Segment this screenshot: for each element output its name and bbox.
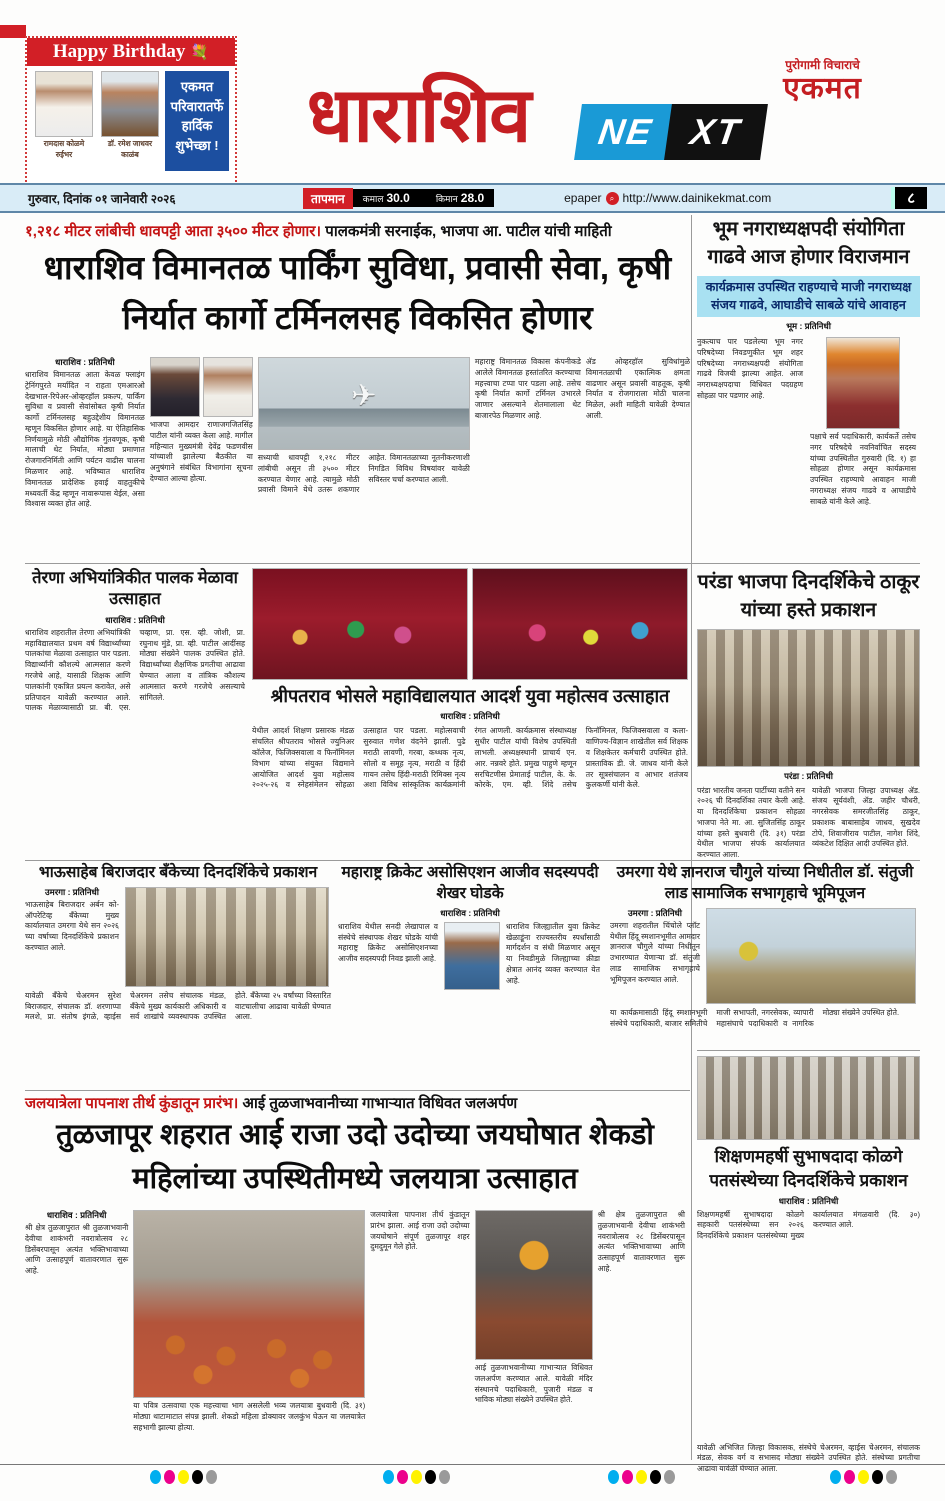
gray-dot [886, 1470, 897, 1484]
lead-kicker-red: १,२१८ मीटर लांबीची धावपट्टी आता ३५०० मीटर होणार। [25, 223, 322, 240]
umarga-body-bottom: या कार्यक्रमासाठी हिंदू स्मशानभूमी संस्थेचे पदाधिकारी, बाजार समितीचे माजी सभापती, नगरसेवक, व्यापारी महासंघाचे पदाधिकारी व नागरिक मोठ्या संख्येने उपस्थित होते. [610, 1007, 900, 1028]
brand-tagline: पुरोगामी विचाराचे [785, 58, 860, 72]
lead-body-col3: सध्याची धावपट्टी १,२१८ मीटर लांबीची असून ती ३५०० मीटर करण्यात येणार आहे. त्यामुळे मोठी प्रवासी विमाने येथे उतरू शकणार आहेत. विमानतळाच्या नूतनीकरणाशी निगडित विविध विषयांवर यावेळी सविस्तर चर्चा करण्यात आली. [257, 453, 470, 495]
cyan-dot [830, 1470, 841, 1484]
umarga-story [610, 863, 920, 1088]
section-rule-4 [697, 1050, 920, 1051]
cricket-body-col2: धाराशिव जिल्ह्यातील युवा क्रिकेट खेळाडूंना राज्यस्तरीय स्पर्धांसाठी मार्गदर्शन व संधी मिळणार असून या निवडीमुळे जिल्ह्याच्या क्रीडा क्षेत्रात आनंद व्यक्त करण्यात येत आहे. [506, 921, 600, 985]
black-dot [872, 1470, 883, 1484]
yellow-dot [178, 1470, 189, 1484]
terna-byline: धाराशिव : प्रतिनिधी [105, 614, 165, 625]
lead-body-col1: धाराशिव विमानतळ आता केवळ फ्लाइंग ट्रेनिंगपुरते मर्यादित न राहता एमआरओ देखभाल-रिपेअर-ओव्हरहॉल प्रकल्प, पार्किंग सुविधा व प्रवासी सेवांसोबत कृषी निर्यात कार्गो टर्मिनलसह बहुउद्देशीय विमानतळ म्हणून विकसित होणार आहे. या ऐतिहासिक निर्णयामुळे मोठी औद्योगिक गुंतवणूक, कृषी मालाची थेट निर्यात, मोठ्या प्रमाणात रोजगारनिर्मिती आणि पर्यटन वाढीस चालना मिळणार आहे. भविष्यात धाराशिव विमानतळ प्रादेशिक हवाई वाहतुकीचे मध्यवर्ती केंद्र म्हणून नावारूपास येईल, असा विश्वास व्यक्त होत आहे. [25, 370, 145, 509]
paranda-body-col1: परंडा भारतीय जनता पार्टीच्या वतीने सन २०२६ ची दिनदर्शिका तयार केली आहे. या दिनदर्शिकेचा प्रकाशन सोहळा भाजपा नेते मा. आ. सुजितसिंह ठाकूर यांच्या हस्ते बुधवारी (दि. ३१) परंडा येथील भाजपा संपर्क कार्यालयात करण्यात आला. [697, 785, 805, 860]
yellow-dot [636, 1470, 647, 1484]
brand-block [755, 56, 890, 105]
epaper-label: epaper [564, 191, 602, 205]
bhum-headline: भूम नगराध्यक्षपदी संयोगिता गाढवे आज होणार विराजमान [707, 218, 910, 269]
birthday-person-2 [99, 71, 161, 171]
cricket-story [338, 863, 602, 990]
dot-group-2 [383, 1470, 450, 1484]
cricket-portrait-photo [444, 922, 500, 990]
terna-body: धाराशिव शहरातील तेरणा अभियांत्रिकी महाविद्यालयात प्रथम वर्ष विद्यार्थ्यांच्या पालकांचा मेळावा उत्साहात पार पडला. विद्यार्थ्यांनी कौशल्ये आत्मसात करणे गरजेचे आहे, यासाठी शिक्षक आणि पालकांनी एकत्रित प्रयत्न करावेत, असे प्रतिपादन यावेळी करण्यात आले. पालक मेळाव्यासाठी प्रा. बी. एस. चव्हाण, प्रा. एस. व्ही. जोशी, प्रा. रघुनाथ मुंडे, प्रा. व्ही. पाटील आदींसह मोठ्या संख्येने पालक उपस्थित होते. विद्यार्थ्यांच्या शैक्षणिक प्रगतीचा आढावा घेण्यात आला व तांत्रिक कौशल्य आत्मसात करणे गरजेचे असल्याचे सांगितले. [25, 627, 245, 713]
next-logo-right: XT [664, 104, 767, 160]
dot-group-4 [830, 1470, 897, 1484]
dot-group-3 [608, 1470, 675, 1484]
lead-body-col4: महाराष्ट्र विमानतळ विकास कंपनीकडे आलेले विमानतळ हस्तांतरित करण्याचा महत्त्वाचा टप्पा पार पडला आहे. तसेच कृषी निर्यात कार्गो टर्मिनल उभारले जाणार असल्याने शेतमालाला थेट बाजारपेठ मिळणार आहे. [474, 357, 581, 420]
epaper-search-icon: ⌕ [606, 192, 619, 205]
birthday-box-title [27, 38, 235, 66]
bhausaheb-body-col1: भाऊसाहेब बिराजदार अर्बन को-ऑपरेटिव्ह बँकेच्या मुख्य कार्यालयात उमरगा येथे सन २०२६ च्या वर्षाच्या दिनदर्शिकेचे प्रकाशन करण्यात आले. [25, 899, 119, 953]
lead-portrait-photo-1 [150, 357, 200, 417]
terna-story [25, 568, 245, 868]
paranda-group-photo [697, 629, 920, 767]
lead-kicker-black: पालकमंत्री सरनाईक, भाजपा आ. पाटील यांची माहिती [321, 223, 612, 240]
birthday-box [25, 36, 237, 186]
jalyatra-kicker-red: जलयात्रेला पापनाश तीर्थ कुंडातून प्रारंभ। [25, 1095, 239, 1112]
shikshan-body-2: यावेळी अभिजित जिल्हा विकासक, संस्थेचे चेअरमन, व्हाईस चेअरमन, संचालक मंडळ, सेवक वर्ग व सभासद मोठ्या संख्येने उपस्थित होते. संस्थेच्या प्रगतीचा आढावा यावेळी घेण्यात आला. [697, 1442, 920, 1474]
shikshan-story [697, 1056, 920, 1475]
next-logo [578, 104, 763, 160]
brand-name: एकमत [783, 72, 862, 105]
gray-dot [439, 1470, 450, 1484]
cricket-headline: महाराष्ट्र क्रिकेट असोसिएशन आजीव सदस्यपदी शेखर घोडके [341, 864, 599, 902]
paranda-byline: परंडा : प्रतिनिधी [784, 770, 833, 781]
magenta-dot [397, 1470, 408, 1484]
paranda-story [697, 568, 920, 861]
birthday-person-photo-2 [101, 71, 159, 137]
flower-bouquet-icon: 💐 [190, 45, 210, 61]
jalyatra-crowd-photo [133, 1210, 365, 1398]
section-rule-1 [25, 563, 920, 564]
yellow-dot [411, 1470, 422, 1484]
epaper-url: http://www.dainikekmat.com [622, 191, 772, 205]
gray-dot [664, 1470, 675, 1484]
masthead-title: धाराशिव [306, 72, 530, 158]
bhausaheb-headline: भाऊसाहेब बिराजदार बँकेच्या दिनदर्शिकेचे प्रकाशन [38, 864, 318, 881]
section-rule-3 [25, 1090, 690, 1091]
magenta-dot [844, 1470, 855, 1484]
lead-byline: धाराशिव : प्रतिनिधी [55, 357, 115, 367]
footer-rule [0, 1464, 945, 1465]
magenta-dot [622, 1470, 633, 1484]
jalyatra-body-col4: आई तुळजाभवानीच्या गाभाऱ्यात विधिवत जलअर्पण करण्यात आले. यावेळी मंदिर संस्थानचे पदाधिकारी, पुजारी मंडळ व भाविक मोठ्या संख्येने उपस्थित होते. [474, 1363, 593, 1405]
umarga-byline: उमरगा : प्रतिनिधी [628, 907, 682, 918]
birthday-person-place-2: काळंब [121, 150, 139, 160]
birthday-person-place-1: रुईभर [55, 150, 73, 160]
jalyatra-headline: तुळजापूर शहरात आई राजा उदो उदोच्या जयघोषात शेकडो महिलांच्या उपस्थितीमध्ये जलयात्रा उत्साहात [56, 1119, 654, 1195]
airport-runway-photo [258, 357, 470, 450]
cyan-dot [150, 1470, 161, 1484]
lead-body-col5: ॲड ओव्हरहॉल सुविधांमुळे विमानतळाची एकात्मिक क्षमता वाढणार असून प्रवासी वाहतूक, कृषी निर्यात व रोजगाराला मोठी चालना मिळेल, अशी माहिती यावेळी देण्यात आली. [585, 357, 691, 420]
lead-kicker [25, 221, 690, 241]
cyan-dot [608, 1470, 619, 1484]
jalyatra-kicker [25, 1093, 685, 1113]
yellow-dot [858, 1470, 869, 1484]
magenta-dot [164, 1470, 175, 1484]
paranda-body-col2: यावेळी भाजपा जिल्हा उपाध्यक्ष ॲड. संजय सूर्यवंशी, ॲड. जहीर चौधरी, नगरसेवक समरजीतसिंह ठाकूर, प्रकाशक बाबासाहेब जाधव, सुखदेव टोपे, शिवाजीराव पाटील, नागेश शिंदे, व्यंकटेश दिक्षित आदी उपस्थित होते. [812, 785, 920, 849]
date-bar [0, 183, 945, 213]
umarga-event-photo [706, 908, 916, 1004]
terna-headline: तेरणा अभियांत्रिकीत पालक मेळावा उत्साहात [32, 569, 238, 609]
black-dot [650, 1470, 661, 1484]
black-dot [192, 1470, 203, 1484]
birthday-greeting: एकमत परिवारातर्फे हार्दिक शुभेच्छा ! [165, 71, 229, 171]
cyan-dot [383, 1470, 394, 1484]
dot-group-1 [150, 1470, 217, 1484]
jalyatra-byline: धाराशिव : प्रतिनिधी [46, 1210, 107, 1220]
shikshan-body: शिक्षणमहर्षी सुभाषदादा कोळगे सहकारी पतसंस्थेच्या सन २०२६ दिनदर्शिकेचे प्रकाशन पतसंस्थेच्या मुख्य कार्यालयात मंगळवारी (दि. ३०) करण्यात आले. [697, 1209, 920, 1241]
bhausaheb-group-photo [125, 887, 329, 987]
airplane-icon: ✈ [351, 379, 377, 413]
birthday-person-photo-1 [35, 71, 93, 137]
shikshan-group-photo [697, 1056, 920, 1140]
top-left-red-mark [0, 25, 26, 38]
paranda-headline: परंडा भाजपा दिनदर्शिकेचे ठाकूर यांच्या हस्ते प्रकाशन [697, 571, 920, 622]
lead-body-col2: भाजपा आमदार राणाजगजितसिंह पाटील यांनी व्यक्त केला आहे. मागील महिन्यात मुख्यमंत्री देवेंद्र फडणवीस यांच्याशी झालेल्या बैठकीत या अनुषंगाने संबंधित विभागांना सूचना देण्यात आल्या होत्या. [149, 420, 253, 483]
bhausaheb-body-bottom: यावेळी बँकेचे चेअरमन सुरेश बिराजदार, संचालक डॉ. शरणाप्पा मलशे, प्रा. संतोष इंगळे, व्हाईस चेअरमन तसेच संचालक मंडळ, बँकेचे मुख्य कार्यकारी अधिकारी व सर्व शाखांचे व्यवस्थापक उपस्थित होते. बँकेच्या २५ वर्षांच्या विस्तारित वाटचालीचा आढावा यावेळी घेण्यात आला. [25, 990, 331, 1022]
shripatrao-story [252, 568, 688, 856]
temp-min-value: 28.0 [460, 191, 485, 205]
shripatrao-byline: धाराशिव : प्रतिनिधी [440, 711, 500, 722]
jalyatra-body-col3: जलयात्रेला पापनाश तीर्थ कुंडातून प्रारंभ झाला. आई राजा उदो उदोच्या जयघोषाने संपूर्ण तुळजापूर शहर दुमदुमून गेले होते. [370, 1210, 470, 1252]
temp-max-label: कमाल [362, 194, 384, 204]
bhausaheb-byline: उमरगा : प्रतिनिधी [45, 886, 99, 897]
print-registration-dots [0, 1470, 945, 1486]
page-number-badge: ८ [891, 187, 927, 209]
birthday-title-text: Happy Birthday [52, 41, 186, 62]
bhum-story [697, 215, 920, 508]
lead-headline: धाराशिव विमानतळ पार्किंग सुविधा, प्रवासी सेवा, कृषी निर्यात कार्गो टर्मिनलसह विकसित होणार [43, 249, 672, 336]
date-text: गुरुवार, दिनांक ०१ जानेवारी २०२६ [28, 191, 176, 206]
bhum-body-col1: नुकत्याच पार पडलेल्या भूम नगर परिषदेच्या निवडणुकीत भूम शहर परिषदेच्या नगराध्यक्षपदी संयोगिता गाढवे विजयी झाल्या आहेत. आज नगराध्यक्षपदाचा विधिवत पदग्रहण सोहळा पार पडणार आहे. [697, 337, 803, 400]
jalyatra-kicker-black: आई तुळजाभवानीच्या गाभाऱ्यात विधिवत जलअर्पण [238, 1095, 518, 1112]
jalyatra-body-col1: श्री क्षेत्र तुळजापुरात श्री तुळजाभवानी देवीचा शाकंभरी नवरात्रोत्सव २८ डिसेंबरपासून अत्यंत भक्तिभावाच्या आणि उत्साहपूर्ण वातावरणात सुरू आहे. [25, 1223, 129, 1276]
bhausaheb-story [25, 863, 331, 1083]
cricket-body-col1: धाराशिव येथील सनदी लेखापाल व संस्थेचे संस्थापक शेखर घोडके यांची महाराष्ट्र क्रिकेट असोसिएशनच्या आजीव सदस्यपदी निवड झाली आहे. [338, 921, 438, 964]
bhum-body-col2: पक्षाचे सर्व पदाधिकारी, कार्यकर्ते तसेच नगर परिषदेचे नवनिर्वाचित सदस्य यांच्या उपस्थितीत गुरुवारी (दि. १) हा सोहळा होणार असून कार्यक्रमास उपस्थित राहण्याचे आवाहन माजी नगराध्यक्ष संजय गाढवे व आघाडीचे साबळे यांनी केले आहे. [810, 432, 916, 506]
shikshan-byline: धाराशिव : प्रतिनिधी [778, 1195, 839, 1206]
jalyatra-procession-photo [475, 1210, 593, 1360]
gray-dot [206, 1470, 217, 1484]
jalyatra-story-body [25, 1210, 685, 1460]
bhum-byline: भूम : प्रतिनिधी [786, 321, 831, 332]
jalyatra-body-col5: श्री क्षेत्र तुळजापुरात श्री तुळजाभवानी देवीचा शाकंभरी नवरात्रोत्सव २८ डिसेंबरपासून अत्यंत भक्तिभावाच्या आणि उत्साहपूर्ण वातावरणात सुरू आहे. [597, 1210, 685, 1273]
shripatrao-headline: श्रीपतराव भोसले महाविद्यालयात आदर्श युवा महोत्सव उत्साहात [270, 686, 670, 706]
temp-max-value: 30.0 [386, 191, 410, 205]
umarga-body-col1: उमरगा शहरातील चिंचोले प्लॉट येथील हिंदू स्मशानभूमीत आमदार ज्ञानराज चौगुले यांच्या निधीतून उभारण्यात येणाऱ्या डॉ. संतुजी लाड सामाजिक सभागृहाचे भूमिपूजन करण्यात आले. [610, 920, 700, 984]
umarga-headline: उमरगा येथे ज्ञानराज चौगुले यांच्या निधीतील डॉ. संतुजी लाड सामाजिक सभागृहाचे भूमिपूजन [616, 864, 914, 902]
shripatrao-body: येथील आदर्श शिक्षण प्रसारक मंडळ संचलित श्रीपतराव भोसले ज्युनिअर कॉलेज, फिजिक्सवाला व फिनॉमिनल विभाग यांच्या संयुक्त विद्यमाने आयोजित आदर्श युवा महोत्सव २०२५-२६ व स्नेहसंमेलन सोहळा उत्साहात पार पडला. महोत्सवाची सुरुवात गणेश वंदनेने झाली. पुढे मराठी लावणी, गरबा, कथ्थक नृत्य, सोलो व समूह नृत्य, मराठी व हिंदी गायन तसेच हिंदी-मराठी रिमिक्स नृत्य अशा विविध सांस्कृतिक कार्यक्रमांनी रंगत आणली. कार्यक्रमास संस्थाध्यक्ष सुधीर पाटील यांची विशेष उपस्थिती लाभली. अध्यक्षस्थानी प्राचार्य एन. आर. नन्नवरे होते. प्रमुख पाहुणे म्हणून सरचिटणीस प्रेमाताई पाटील, के. के. कोरके, एम. व्ही. शिंदे तसेच फिनॉमिनल, फिजिक्सवाला व कला-वाणिज्य-विज्ञान शाखेतील सर्व शिक्षक व शिक्षकेतर कर्मचारी उपस्थित होते. प्रास्ताविक डी. जे. जाधव यांनी केले तर सूत्रसंचालन व आभार शतंजय कुलकर्णी यांनी केले. [252, 726, 688, 790]
temperature-values [353, 189, 494, 207]
epaper-link[interactable] [564, 191, 771, 205]
stage-performance-photo-2 [472, 568, 688, 680]
stage-performance-photo-1 [252, 568, 468, 680]
jalyatra-body-col2: या पवित्र उत्सवाचा एक महत्त्वाचा भाग असलेली भव्य जलयात्रा बुधवारी (दि. ३१) मोठ्या थाटामाटात संपन्न झाली. शेकडो महिला डोक्यावर जलकुंभ घेऊन या जलयात्रेत सहभागी झाल्या होत्या. [133, 1401, 366, 1432]
section-rule-2 [25, 860, 920, 861]
shikshan-headline: शिक्षणमहर्षी सुभाषदादा कोळगे पतसंस्थेच्या दिनदर्शिकेचे प्रकाशन [709, 1147, 908, 1190]
bhum-subhead-highlight: कार्यक्रमास उपस्थित राहण्याचे माजी नगराध्यक्ष संजय गाढवे, आघाडीचे साबळे यांचे आवाहन [697, 276, 920, 318]
black-dot [425, 1470, 436, 1484]
lead-story-body [25, 357, 690, 560]
next-logo-left: NE [574, 104, 677, 160]
lead-portrait-photo-2 [203, 357, 253, 417]
birthday-person-name-2: डॉ. रमेश जाधवर [107, 139, 153, 148]
column-rule-right [691, 215, 692, 1460]
cricket-byline: धाराशिव : प्रतिनिधी [440, 907, 500, 918]
temperature-label: तापमान [303, 188, 353, 209]
bhum-portrait-photo [826, 337, 900, 429]
birthday-person-name-1: रामदास कोळमे [43, 139, 85, 148]
temp-min-label: किमान [435, 194, 458, 204]
birthday-person-1 [33, 71, 95, 171]
